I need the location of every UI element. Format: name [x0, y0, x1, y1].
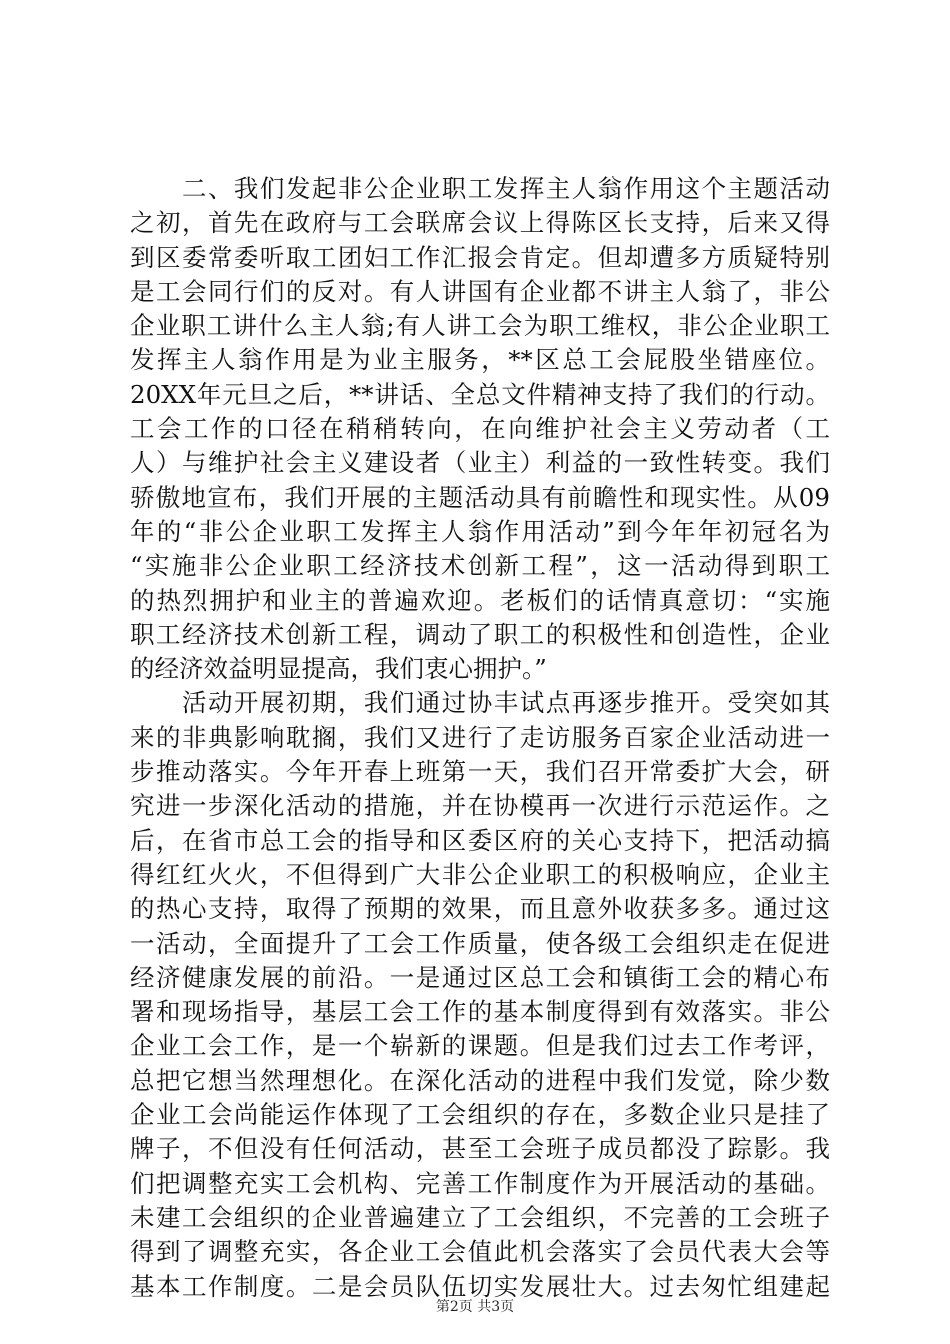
text-line: 们把调整充实工会机构、完善工作制度作为开展活动的基础。 [130, 1168, 830, 1198]
text-line: 得到了调整充实，各企业工会值此机会落实了会员代表大会等 [130, 1237, 830, 1267]
text-line: 牌子，不但没有任何活动，甚至工会班子成员都没了踪影。我 [130, 1134, 830, 1164]
body-text [130, 172, 830, 1304]
text-line: 年的“非公企业职工发挥主人翁作用活动”到今年年初冠名为 [130, 516, 830, 546]
text-line: 总把它想当然理想化。在深化活动的进程中我们发觉，除少数 [130, 1065, 830, 1095]
text-line: 经济健康发展的前沿。一是通过区总工会和镇街工会的精心布 [130, 962, 830, 992]
text-line: 究进一步深化活动的措施，并在协模再一次进行示范运作。之 [130, 791, 830, 821]
text-line: 到区委常委听取工团妇工作汇报会肯定。但却遭多方质疑特别 [130, 242, 830, 272]
text-line: 署和现场指导，基层工会工作的基本制度得到有效落实。非公 [130, 997, 830, 1027]
text-line: 发挥主人翁作用是为业主服务，**区总工会屁股坐错座位。 [130, 345, 830, 375]
text-line: 工会工作的口径在稍稍转向，在向维护社会主义劳动者（工 [130, 414, 830, 444]
text-line: 之初，首先在政府与工会联席会议上得陈区长支持，后来又得 [130, 208, 830, 238]
text-line: 职工经济技术创新工程，调动了职工的积极性和创造性，企业 [130, 619, 830, 649]
text-line: 后，在省市总工会的指导和区委区府的关心支持下，把活动搞 [130, 825, 830, 855]
text-line: 骄傲地宣布，我们开展的主题活动具有前瞻性和现实性。从09 [130, 482, 830, 512]
text-line: 人）与维护社会主义建设者（业主）利益的一致性转变。我们 [130, 448, 830, 478]
page-footer: 第2页 共3页 [435, 1299, 515, 1315]
text-line: 是工会同行们的反对。有人讲国有企业都不讲主人翁了，非公 [130, 276, 830, 306]
text-line: 活动开展初期，我们通过协丰试点再逐步推开。受突如其 [130, 688, 830, 718]
text-line: 得红红火火，不但得到广大非公企业职工的积极响应，企业主 [130, 859, 830, 889]
text-line: 企业工会尚能运作体现了工会组织的存在，多数企业只是挂了 [130, 1100, 830, 1130]
text-line: 步推动落实。今年开春上班第一天，我们召开常委扩大会，研 [130, 757, 830, 787]
text-line: 二、我们发起非公企业职工发挥主人翁作用这个主题活动 [130, 174, 830, 203]
text-line: 未建工会组织的企业普遍建立了工会组织，不完善的工会班子 [130, 1202, 830, 1232]
text-line: 20XX年元旦之后，**讲话、全总文件精神支持了我们的行动。 [130, 379, 830, 409]
text-line: 来的非典影响耽搁，我们又进行了走访服务百家企业活动进一 [130, 722, 830, 752]
text-line: 企业工会工作，是一个崭新的课题。但是我们过去工作考评， [130, 1031, 830, 1061]
text-line: “实施非公企业职工经济技术创新工程”，这一活动得到职工 [130, 551, 830, 581]
text-line: 企业职工讲什么主人翁;有人讲工会为职工维权，非公企业职工 [130, 311, 830, 341]
text-line: 基本工作制度。二是会员队伍切实发展壮大。过去匆忙组建起 [130, 1271, 830, 1301]
text-line: 的经济效益明显提高，我们衷心拥护。” [130, 654, 547, 684]
text-line: 一活动，全面提升了工会工作质量，使各级工会组织走在促进 [130, 928, 830, 958]
text-line: 的热烈拥护和业主的普遍欢迎。老板们的话情真意切：“实施 [130, 585, 830, 615]
text-line: 的热心支持，取得了预期的效果，而且意外收获多多。通过这 [130, 894, 830, 924]
